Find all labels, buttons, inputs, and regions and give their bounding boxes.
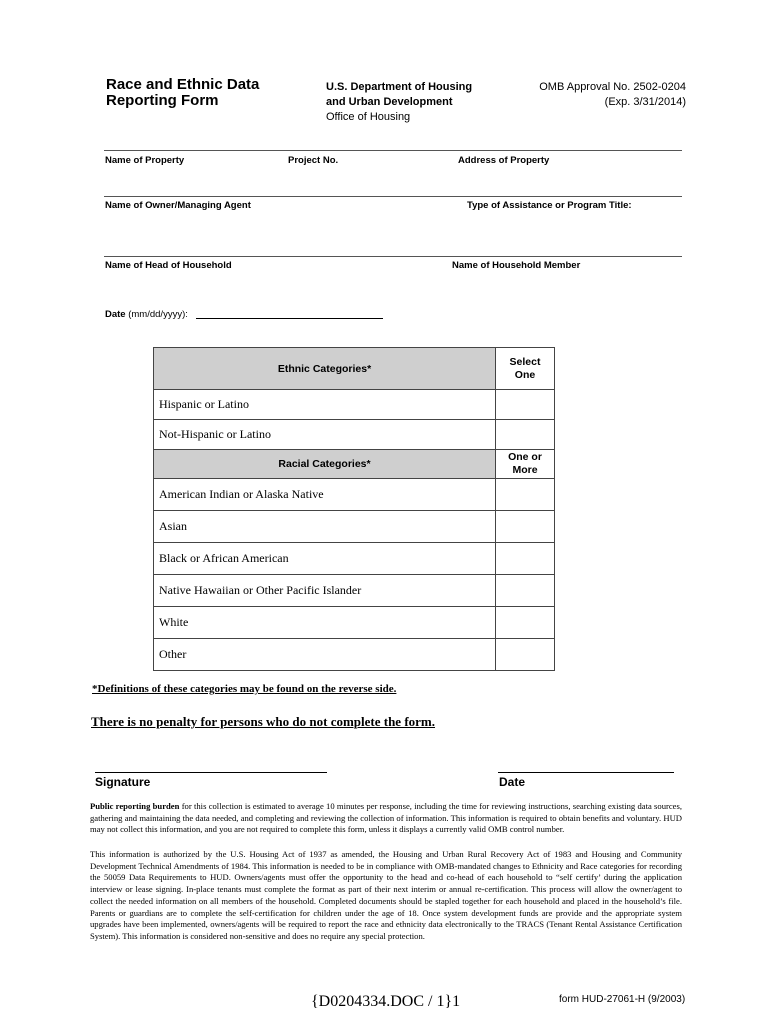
- owner-agent-label: Name of Owner/Managing Agent: [105, 200, 251, 211]
- race-select-cell[interactable]: [496, 639, 555, 671]
- divider-property: [104, 150, 682, 151]
- race-select-cell[interactable]: [496, 575, 555, 607]
- select-one-line2: One: [514, 368, 536, 381]
- penalty-note: There is no penalty for persons who do not complete the form.: [91, 714, 436, 729]
- signature-date-line[interactable]: [498, 772, 674, 773]
- race-select-cell[interactable]: [496, 607, 555, 639]
- select-one-line1: Select: [509, 355, 541, 368]
- ethnic-option-not-hispanic: Not-Hispanic or Latino: [154, 420, 496, 450]
- one-or-more-header: [496, 450, 555, 479]
- agency-line1: U.S. Department of Housing: [326, 81, 473, 93]
- burden-statement: [90, 801, 682, 836]
- racial-categories-header: Racial Categories*: [154, 450, 496, 479]
- date-label: Date: [105, 309, 126, 320]
- agency-line2: and Urban Development: [326, 96, 453, 108]
- project-no-label: Project No.: [288, 155, 339, 166]
- omb-approval-number: OMB Approval No. 2502-0204: [539, 81, 686, 93]
- household-member-label: Name of Household Member: [452, 260, 581, 271]
- form-number: form HUD-27061-H (9/2003): [559, 994, 686, 1005]
- agency-block: [326, 80, 472, 125]
- table-row: [154, 390, 555, 420]
- table-row: [154, 479, 555, 511]
- form-title-line1: Race and Ethnic Data: [106, 76, 260, 93]
- table-row: [154, 575, 555, 607]
- signature-label: Signature: [95, 775, 151, 789]
- race-option-asian: Asian: [154, 511, 496, 543]
- burden-text: for this collection is estimated to average 10 minutes per response, including the time for reviewing instructions, searching existing data sources, gathering and maintaining the data needed, and completing and reviewing the collection of information. This information is required to obtain benefits and voluntary. HUD may not collect this information, and you are not required to complete this form, unless it displays a currently valid OMB control number.: [90, 801, 682, 835]
- race-select-cell[interactable]: [496, 511, 555, 543]
- document-id: {D0204334.DOC / 1}1: [311, 993, 461, 1010]
- one-or-more-line1: One or: [508, 451, 542, 463]
- signature-line[interactable]: [95, 772, 327, 773]
- ethnic-select-cell[interactable]: [496, 420, 555, 450]
- name-of-property-label: Name of Property: [105, 155, 185, 166]
- head-of-household-label: Name of Head of Household: [105, 260, 232, 271]
- ethnic-header-row: [154, 348, 555, 390]
- racial-header-row: [154, 450, 555, 479]
- omb-expiration: (Exp. 3/31/2014): [604, 96, 686, 108]
- table-row: [154, 420, 555, 450]
- date-input-line[interactable]: [196, 318, 383, 319]
- table-row: [154, 639, 555, 671]
- select-one-header: [496, 348, 555, 390]
- ethnic-categories-header: Ethnic Categories*: [154, 348, 496, 390]
- divider-owner: [104, 196, 682, 197]
- race-option-native-hawaiian: Native Hawaiian or Other Pacific Islander: [154, 575, 496, 607]
- definitions-text: Definitions of these categories may be found on the reverse side.: [97, 683, 397, 695]
- form-title: [106, 77, 259, 109]
- agency-line3: Office of Housing: [326, 111, 411, 123]
- categories-table: [153, 347, 555, 671]
- form-title-line2: Reporting Form: [106, 92, 219, 109]
- one-or-more-line2: More: [512, 464, 538, 476]
- race-option-other: Other: [154, 639, 496, 671]
- assistance-type-label: Type of Assistance or Program Title:: [467, 200, 632, 211]
- definitions-note: [92, 683, 396, 695]
- date-format: (mm/dd/yyyy):: [125, 309, 188, 320]
- table-row: [154, 543, 555, 575]
- table-row: [154, 511, 555, 543]
- divider-household: [104, 256, 682, 257]
- definitions-asterisk: *: [92, 683, 98, 695]
- race-option-black: Black or African American: [154, 543, 496, 575]
- race-select-cell[interactable]: [496, 543, 555, 575]
- race-option-white: White: [154, 607, 496, 639]
- ethnic-select-cell[interactable]: [496, 390, 555, 420]
- signature-date-label: Date: [499, 775, 526, 789]
- race-option-american-indian: American Indian or Alaska Native: [154, 479, 496, 511]
- race-select-cell[interactable]: [496, 479, 555, 511]
- address-of-property-label: Address of Property: [458, 155, 550, 166]
- authority-statement: This information is authorized by the U.S. Housing Act of 1937 as amended, the Housing and Urban Rural Recovery Act of 1983 and Housing and Community Development Technical Amendments of 1984. This information is needed to be in compliance with OMB-mandated changes to Ethnicity and Race categories for recording the 50059 Data Requirements to HUD. Owners/agents must offer the opportunity to the head and co-head of each household to “self certify’ during the application interview or lease signing. In-place tenants must complete the format as part of their next interim or annual re-certification. This process will allow the owner/agent to collect the needed information on all members of the household. Completed documents should be stapled together for each household and placed in the household’s file. Parents or guardians are to complete the self-certification for children under the age of 18. Once system development funds are provide and the appropriate system upgrades have been implemented, owners/agents will be required to report the race and ethnicity data electronically to the TRACS (Tenant Rental Assistance Certification System). This information is considered non-sensitive and does no require any special protection.: [90, 849, 682, 941]
- omb-approval: [539, 80, 686, 110]
- date-field-label: [105, 309, 188, 320]
- burden-lead: Public reporting burden: [90, 801, 180, 811]
- ethnic-option-hispanic: Hispanic or Latino: [154, 390, 496, 420]
- table-row: [154, 607, 555, 639]
